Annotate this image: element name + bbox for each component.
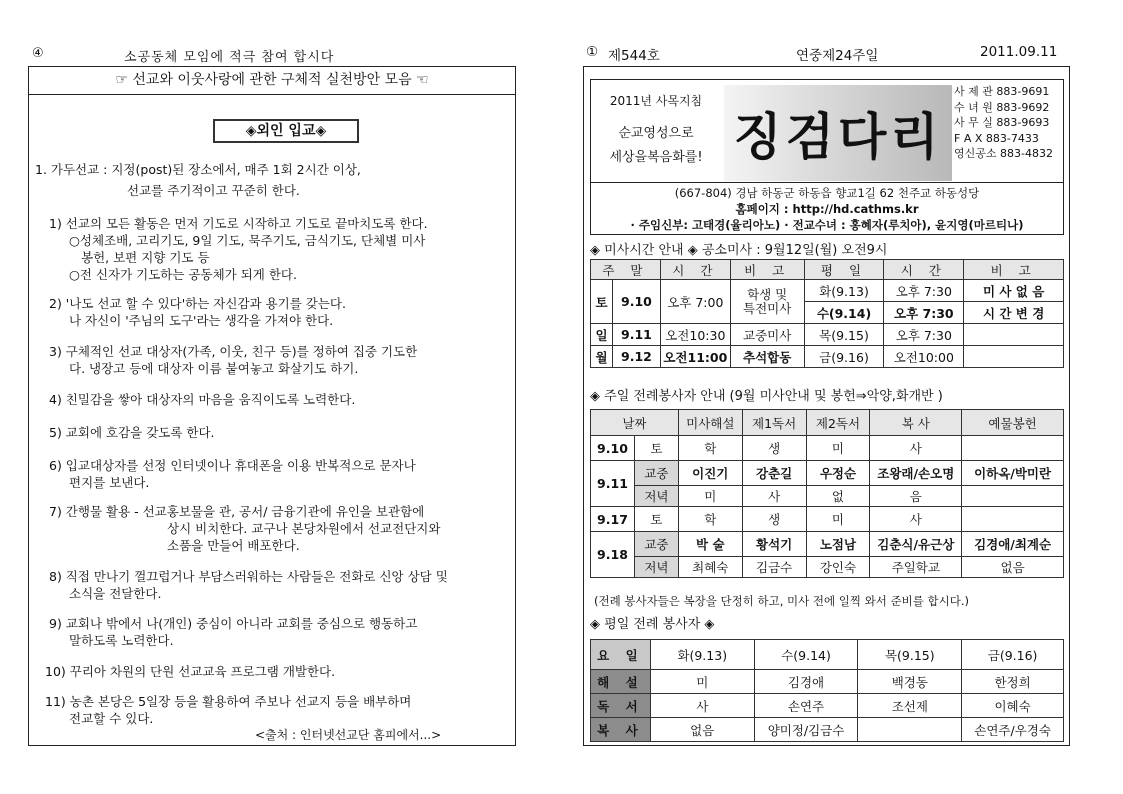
cell: 오전11:00 [660, 346, 730, 368]
item-line: 4) 친밀감을 쌓아 대상자의 마음을 움직이도록 노력한다. [49, 392, 356, 407]
cell: 사 [742, 486, 806, 507]
item-line: 상시 비치한다. 교구나 본당차원에서 선교전단지와 [167, 521, 441, 536]
cell: 김경애 [754, 670, 858, 694]
cell: 토 [591, 280, 613, 324]
mass-schedule-title: ◈ 미사시간 안내 ◈ 공소미사 : 9월12일(월) 오전9시 [590, 243, 888, 258]
issue-number: 제544호 [608, 48, 660, 64]
header-cell: 요 일 [591, 640, 651, 670]
parish-info [591, 182, 1063, 234]
row-label: 해 설 [591, 670, 651, 694]
contact-line: 사 무 실 883-9693 [954, 116, 1050, 129]
cell: 토 [634, 507, 678, 532]
parish-homepage[interactable]: 홈페이지 : http://hd.cathms.kr [735, 202, 919, 216]
volunteer-note: (전례 봉사자들은 복장을 단정히 하고, 미사 전에 일찍 와서 준비를 합시다.) [594, 594, 969, 608]
issue-date: 2011.09.11 [980, 44, 1058, 60]
intro-line: 선교를 주기적이고 꾸준히 한다. [127, 183, 300, 198]
parish-address: (667-804) 경남 하동군 하동읍 향교1길 62 천주교 하동성당 [674, 186, 980, 200]
cell: 시 간 변 경 [964, 302, 1064, 324]
cell: 교중미사 [730, 324, 804, 346]
cell: 이진기 [678, 461, 742, 486]
cell: 없음 [962, 557, 1064, 578]
cell: 한정희 [962, 670, 1064, 694]
item-line: ○전 신자가 기도하는 공동체가 되게 한다. [69, 267, 297, 282]
table-row [591, 280, 1064, 302]
cell: 9.10 [612, 280, 660, 324]
header-cell: 제1독서 [742, 410, 806, 436]
cell: 양미정/김금수 [754, 718, 858, 742]
item-line: 11) 농촌 본당은 5일장 등을 활용하여 주보나 선교지 등을 배부하며 [45, 694, 412, 709]
item-line: 1) 선교의 모든 활동은 먼저 기도로 시작하고 기도로 끝마치도록 한다. [49, 216, 428, 231]
cell: 박 술 [678, 532, 742, 557]
header-cell: 목(9.15) [858, 640, 962, 670]
cell: 금(9.16) [804, 346, 884, 368]
cell: 오전10:00 [884, 346, 964, 368]
cell: 이하옥/박미란 [962, 461, 1064, 486]
cell: 손연주/우경숙 [962, 718, 1064, 742]
left-page-number: ④ [32, 46, 44, 61]
liturgical-sunday: 연중제24주일 [796, 48, 879, 64]
parish-clergy: · 주임신부: 고태경(율리아노) · 전교수녀 : 홍혜자(루치아), 윤지영(마르티나) [630, 218, 1024, 232]
sunday-volunteers-table [590, 409, 1064, 578]
cell: 사 [870, 436, 962, 461]
cell: 학 [678, 436, 742, 461]
cell: 목(9.15) [804, 324, 884, 346]
row-label: 복 사 [591, 718, 651, 742]
cell: 우정순 [806, 461, 870, 486]
cell: 노점남 [806, 532, 870, 557]
item-line: 나 자신이 '주님의 도구'라는 생각을 가져야 한다. [69, 313, 334, 328]
cell [858, 718, 962, 742]
bulletin-logo [724, 85, 952, 181]
table-row [591, 461, 1064, 486]
header-cell: 시 간 [884, 260, 964, 280]
table-row [591, 718, 1064, 742]
right-page-header [586, 44, 1060, 64]
cell: 오후 7:30 [884, 324, 964, 346]
item-line: ○성체조배, 고리기도, 9일 기도, 묵주기도, 금식기도, 단체별 미사 [69, 233, 426, 248]
cell: 화(9.13) [804, 280, 884, 302]
cell: 미 [806, 507, 870, 532]
contact-line: F A X 883-7433 [954, 131, 1039, 145]
cell: 김춘식/유근상 [870, 532, 962, 557]
pastoral-policy [591, 80, 721, 182]
weekday-volunteers-title: ◈ 평일 전례 봉사자 ◈ [590, 617, 715, 632]
cell: 없 [806, 486, 870, 507]
contact-list [954, 84, 1064, 162]
item-line: 10) 꾸리아 차원의 단원 선교교육 프로그램 개발한다. [45, 664, 336, 679]
header-cell: 평 일 [804, 260, 884, 280]
header-cell: 주 말 [591, 260, 661, 280]
item-line: 5) 교회에 호감을 갖도록 한다. [49, 425, 215, 440]
cell: 손연주 [754, 694, 858, 718]
header-cell: 제2독서 [806, 410, 870, 436]
cell: 백경동 [858, 670, 962, 694]
cell: 강인숙 [806, 557, 870, 578]
right-page-number: ① [586, 44, 599, 60]
cell: 학 [678, 507, 742, 532]
cell: 강춘길 [742, 461, 806, 486]
table-row [591, 532, 1064, 557]
cell: 음 [870, 486, 962, 507]
mission-article [28, 66, 516, 746]
header-cell: 예물봉헌 [962, 410, 1064, 436]
item-line: 봉헌, 보편 지향 기도 등 [81, 250, 210, 265]
mass-schedule-table [590, 259, 1064, 368]
cell: 교중 [634, 461, 678, 486]
cell: 조왕래/손오명 [870, 461, 962, 486]
bulletin-logo-text: 징검다리 [733, 107, 943, 166]
header-cell: 금(9.16) [962, 640, 1064, 670]
cell: 저녁 [634, 557, 678, 578]
cell: 수(9.14) [804, 302, 884, 324]
cell: 김금수 [742, 557, 806, 578]
cell [962, 436, 1064, 461]
table-row [591, 507, 1064, 532]
header-cell: 수(9.14) [754, 640, 858, 670]
cell: 주일학교 [870, 557, 962, 578]
contact-line: 수 녀 원 883-9692 [954, 100, 1050, 114]
contact-line: 영신공소 883-4832 [954, 147, 1053, 160]
cell: 김경애/최계순 [962, 532, 1064, 557]
cell: 오후 7:30 [884, 302, 964, 324]
article-title: ☞ 선교와 이웃사랑에 관한 구체적 실천방안 모음 ☜ [29, 67, 515, 95]
header-cell: 시 간 [660, 260, 730, 280]
item-line: 9) 교회나 밖에서 나(개인) 중심이 아니라 교회를 중심으로 행동하고 [49, 616, 418, 631]
table-row [591, 324, 1064, 346]
cell: 미 [806, 436, 870, 461]
cell: 사 [870, 507, 962, 532]
header-cell: 비 고 [964, 260, 1064, 280]
left-page-motto: 소공동체 모임에 적극 참여 합시다 [124, 50, 335, 65]
policy-line: 세상을복음화를! [609, 150, 703, 165]
cell: 토 [634, 436, 678, 461]
weekday-volunteers-table [590, 639, 1064, 742]
cell: 9.10 [591, 436, 635, 461]
cell [964, 346, 1064, 368]
intro-line: 1. 가두선교 : 지정(post)된 장소에서, 매주 1회 2시간 이상, [35, 162, 361, 177]
article-source: <출처 : 인터넷선교단 홈피에서...> [255, 728, 442, 742]
cell: 미 [650, 670, 754, 694]
policy-line: 순교영성으로 [618, 126, 694, 141]
bulletin-front [583, 66, 1070, 746]
header-cell: 날짜 [591, 410, 679, 436]
table-header-row [591, 640, 1064, 670]
item-line: 말하도록 노력한다. [69, 633, 174, 648]
table-header-row [591, 410, 1064, 436]
table-row [591, 557, 1064, 578]
item-line: 2) '나도 선교 할 수 있다'하는 자신감과 용기를 갖는다. [49, 296, 346, 311]
table-row [591, 346, 1064, 368]
item-line: 7) 간행물 활용 - 선교홍보물을 관, 공서/ 금융기관에 유인을 보관함에 [49, 504, 425, 519]
policy-year: 2011년 사목지침 [609, 94, 703, 108]
cell: 미 사 없 음 [964, 280, 1064, 302]
cell: 9.12 [612, 346, 660, 368]
cell [964, 324, 1064, 346]
article-subtitle: ◈외인 입교◈ [213, 119, 359, 143]
cell [962, 507, 1064, 532]
cell: 오후 7:30 [884, 280, 964, 302]
header-cell: 복 사 [870, 410, 962, 436]
cell: 생 [742, 436, 806, 461]
header-cell: 화(9.13) [650, 640, 754, 670]
cell: 월 [591, 346, 613, 368]
table-row [591, 694, 1064, 718]
sunday-volunteers-title: ◈ 주일 전례봉사자 안내 (9월 미사안내 및 봉헌⇒악양,화개반 ) [590, 389, 943, 404]
header-cell: 미사해설 [678, 410, 742, 436]
cell: 없음 [650, 718, 754, 742]
cell: 이혜숙 [962, 694, 1064, 718]
header-cell: 비 고 [730, 260, 804, 280]
cell: 학생 및 특전미사 [730, 280, 804, 324]
masthead [590, 79, 1064, 235]
cell: 9.17 [591, 507, 635, 532]
item-line: 6) 입교대상자를 선정 인터넷이나 휴대폰을 이용 반복적으로 문자나 [49, 458, 416, 473]
cell: 오후 7:00 [660, 280, 730, 324]
item-line: 8) 직접 만나기 껄끄럽거나 부담스러워하는 사람들은 전화로 신앙 상담 및 [49, 569, 448, 584]
cell: 황석기 [742, 532, 806, 557]
table-row [591, 670, 1064, 694]
table-row [591, 486, 1064, 507]
table-row [591, 436, 1064, 461]
item-line: 편지를 보낸다. [69, 475, 150, 490]
cell: 9.11 [612, 324, 660, 346]
cell: 9.18 [591, 532, 635, 578]
cell [962, 486, 1064, 507]
cell: 오전10:30 [660, 324, 730, 346]
cell: 최혜숙 [678, 557, 742, 578]
cell: 저녁 [634, 486, 678, 507]
cell: 일 [591, 324, 613, 346]
table-header-row [591, 260, 1064, 280]
item-line: 소품을 만들어 배포한다. [167, 538, 300, 553]
row-label: 독 서 [591, 694, 651, 718]
item-line: 소식을 전달한다. [69, 586, 162, 601]
cell: 사 [650, 694, 754, 718]
cell: 미 [678, 486, 742, 507]
cell: 생 [742, 507, 806, 532]
cell: 교중 [634, 532, 678, 557]
cell: 추석합동 [730, 346, 804, 368]
item-line: 다. 냉장고 등에 대상자 이름 붙여놓고 화살기도 하기. [69, 361, 359, 376]
item-line: 3) 구체적인 선교 대상자(가족, 이웃, 친구 등)를 정하여 집중 기도한 [49, 344, 418, 359]
contact-line: 사 제 관 883-9691 [954, 85, 1050, 98]
cell: 조선제 [858, 694, 962, 718]
left-page-header [32, 46, 516, 64]
cell: 9.11 [591, 461, 635, 507]
item-line: 전교할 수 있다. [69, 711, 154, 726]
